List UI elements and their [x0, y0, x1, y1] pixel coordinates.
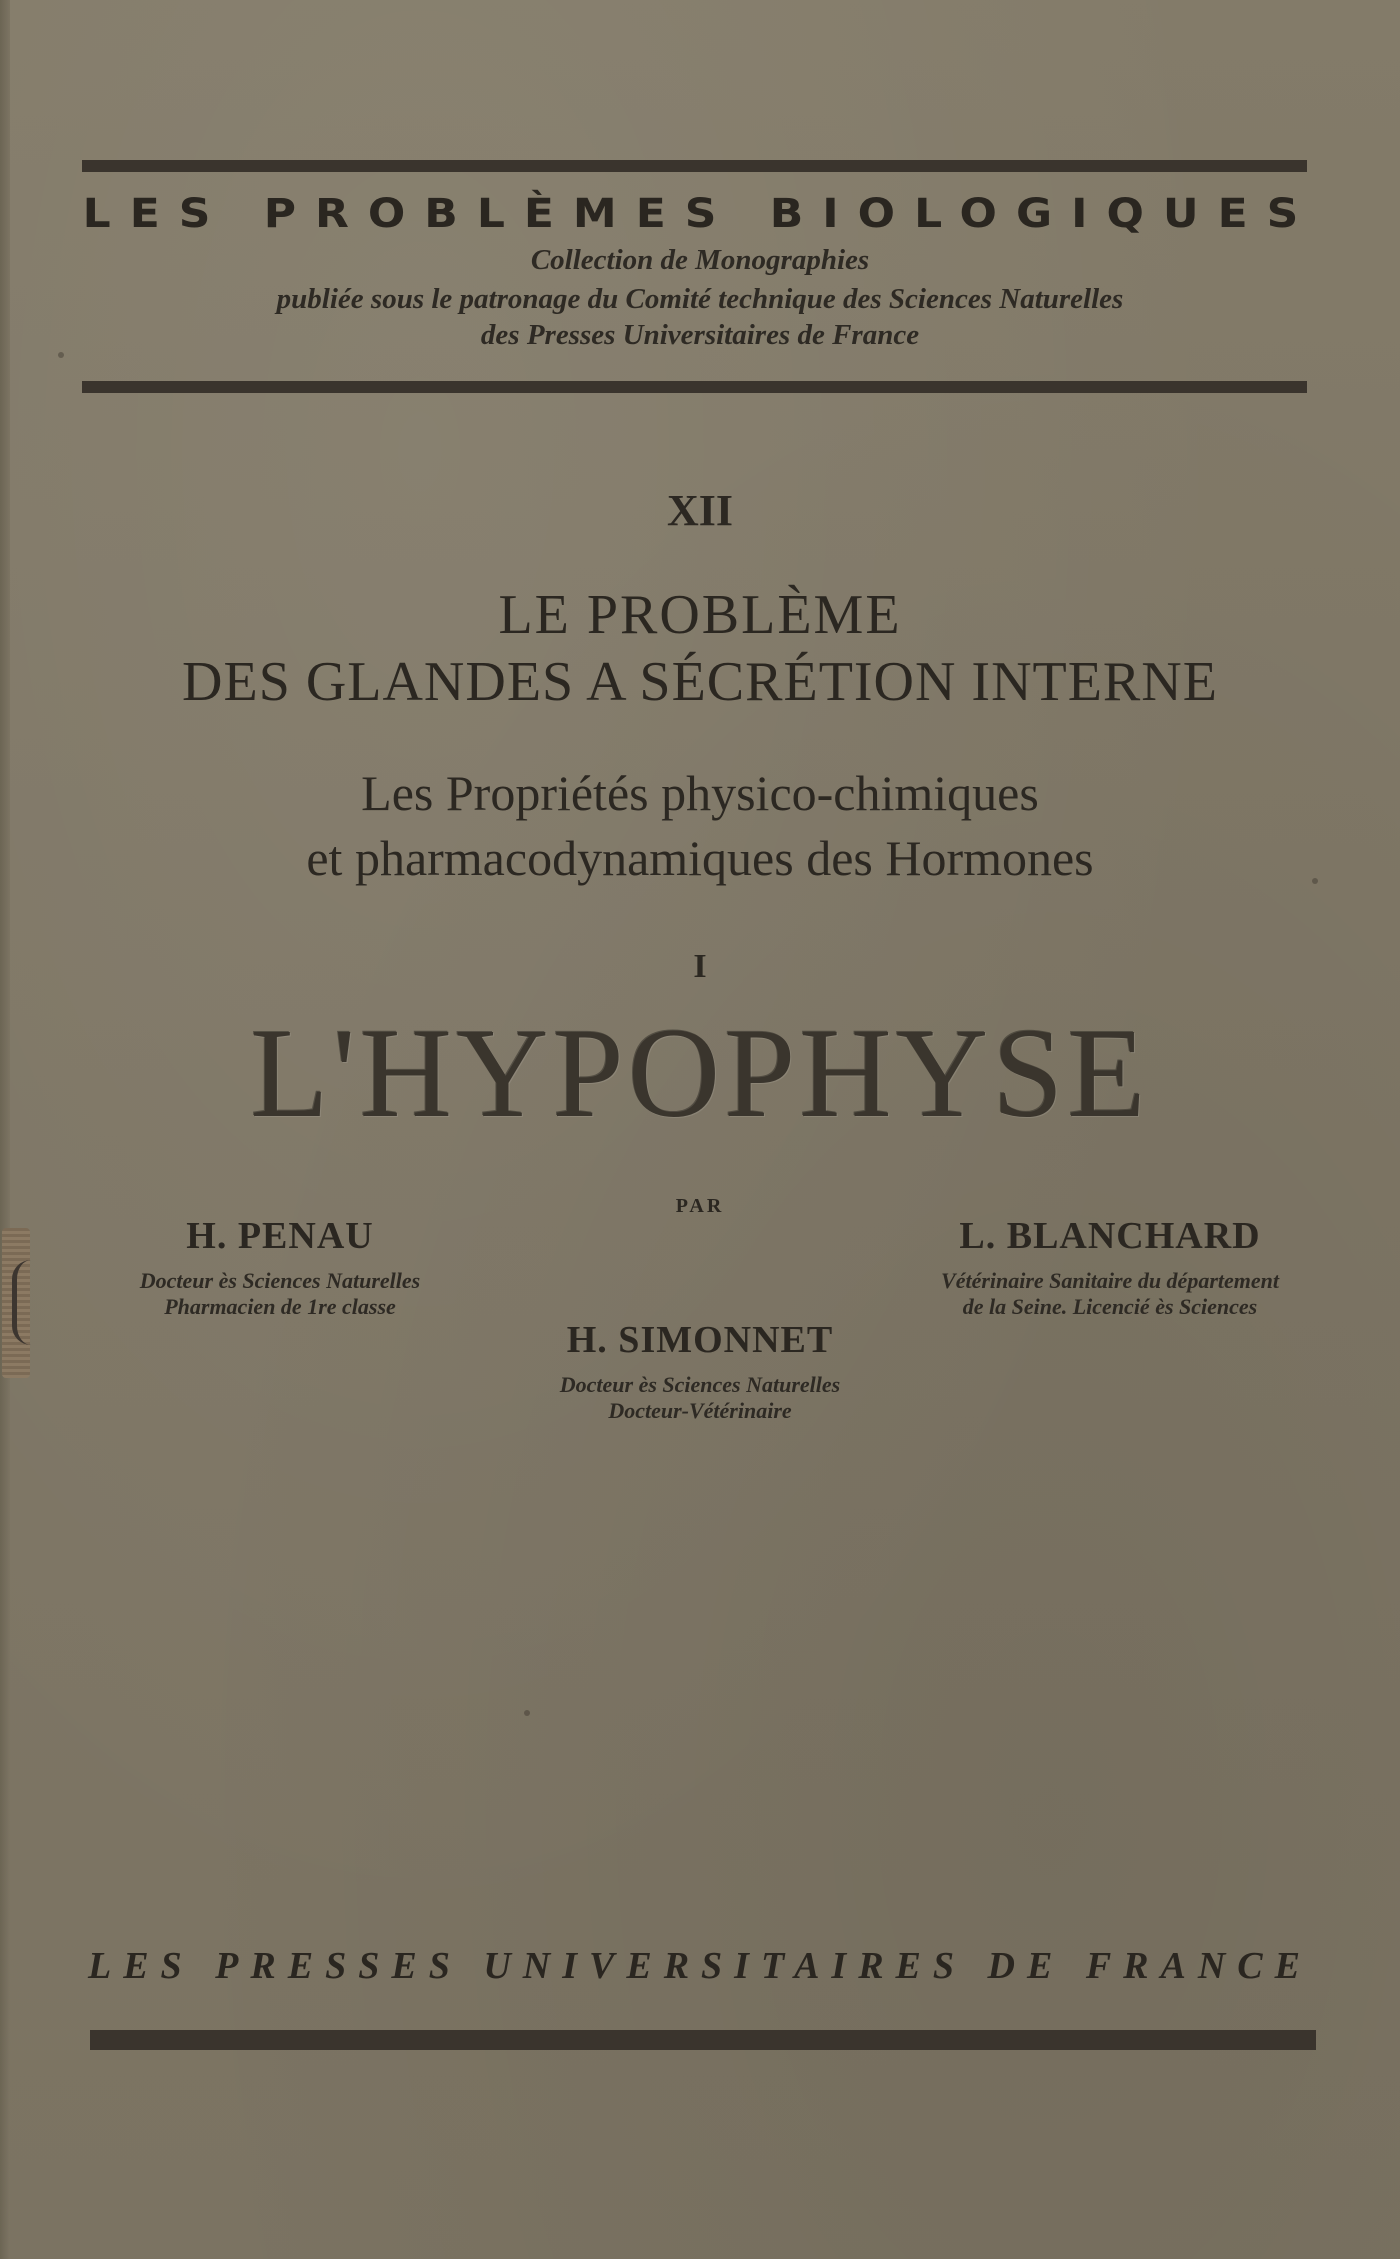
- main-title: L'HYPOPHYSE: [250, 1002, 1150, 1144]
- collection-line: Collection de Monographies: [530, 244, 870, 276]
- author-credential: de la Seine. Licencié ès Sciences: [962, 1294, 1258, 1319]
- paper-speck: [1312, 878, 1318, 884]
- header-bottom-rule: [82, 381, 1307, 393]
- series-title: LES PROBLÈMES BIOLOGIQUES: [82, 190, 1318, 237]
- subtitle-line-2: et pharmacodynamiques des Hormones: [306, 830, 1094, 886]
- volume-number: XII: [666, 486, 734, 535]
- author-blanchard: [870, 1214, 1350, 1320]
- bottom-rule: [90, 2030, 1316, 2050]
- paper-speck: [524, 1710, 530, 1716]
- author-credential: Vétérinaire Sanitaire du département: [941, 1268, 1279, 1293]
- author-simonnet: [470, 1318, 930, 1424]
- author-penau: [60, 1214, 500, 1320]
- par-label: PAR: [675, 1195, 725, 1217]
- presses-line: des Presses Universitaires de France: [480, 319, 920, 351]
- subtitle-line-1: Les Propriétés physico-chimiques: [361, 765, 1039, 821]
- author-credential: Docteur ès Sciences Naturelles: [139, 1268, 421, 1293]
- title-line-2: DES GLANDES A SÉCRÉTION INTERNE: [182, 651, 1218, 713]
- author-credential: Pharmacien de 1re classe: [164, 1294, 396, 1319]
- author-credential: Docteur ès Sciences Naturelles: [559, 1372, 841, 1397]
- publisher-name: LES PRESSES UNIVERSITAIRES DE FRANCE: [87, 1945, 1312, 1987]
- author-credential: Docteur-Vétérinaire: [608, 1398, 792, 1423]
- title-line-1: LE PROBLÈME: [498, 584, 902, 646]
- author-name: H. SIMONNET: [566, 1319, 834, 1361]
- paper-speck: [58, 352, 64, 358]
- author-name: L. BLANCHARD: [959, 1215, 1261, 1257]
- author-name: H. PENAU: [186, 1215, 374, 1257]
- top-rule: [82, 160, 1307, 172]
- binding-mark: [12, 1260, 31, 1345]
- part-number: I: [693, 948, 707, 985]
- patronage-line: publiée sous le patronage du Comité technique des Sciences Naturelles: [276, 283, 1124, 315]
